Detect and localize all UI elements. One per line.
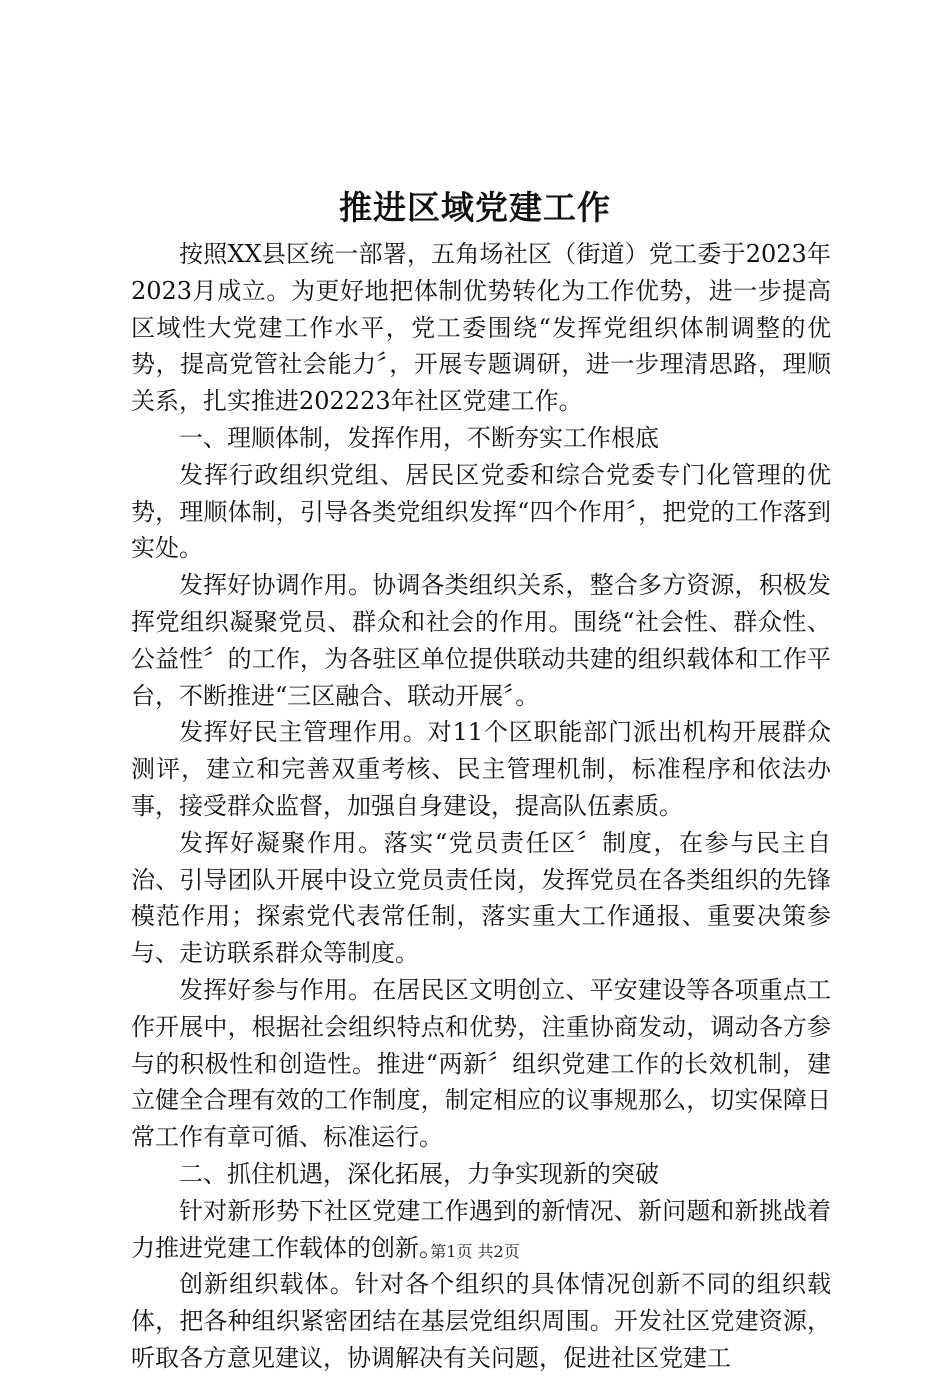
paragraph: 创新组织载体。针对各个组织的具体情况创新不同的组织载体，把各种组织紧密团结在基层党组织周围。开发社区党建资源，听取各方意见建议，协调解决有关问题，促进社区党建工 bbox=[131, 1270, 831, 1372]
paragraph-intro: 按照XX县区统一部署，五角场社区（街道）党工委于2023年2023月成立。为更好地把体制优势转化为工作优势，进一步提高区域性大党建工作水平，党工委围绕“发挥党组织体制调整的优势，提高党管社会能力〞，开展专题调研，进一步理清思路，理顺关系，扎实推进202223年社区党建工作。 bbox=[131, 240, 831, 416]
paragraph: 发挥好参与作用。在居民区文明创立、平安建设等各项重点工作开展中，根据社会组织特点和优势，注重协商发动，调动各方参与的积极性和创造性。推进“两新〞组织党建工作的长效机制，建立健全合理有效的工作制度，制定相应的议事规那么，切实保障日常工作有章可循、标准运行。 bbox=[131, 975, 831, 1152]
paragraph: 发挥好民主管理作用。对11个区职能部门派出机构开展群众测评，建立和完善双重考核、民主管理机制，标准程序和依法办事，接受群众监督，加强自身建设，提高队伍素质。 bbox=[131, 718, 831, 820]
page-number-footer: 第1页 共2页 bbox=[430, 1242, 520, 1261]
document-body bbox=[131, 236, 831, 1377]
paragraph: 针对新形势下社区党建工作遇到的新情况、新问题和新挑战着力推进党建工作载体的创新。 bbox=[131, 1196, 831, 1262]
document-title: 推进区域党建工作 bbox=[339, 188, 611, 227]
paragraph: 发挥行政组织党组、居民区党委和综合党委专门化管理的优势，理顺体制，引导各类党组织发挥“四个作用〞，把党的工作落到实处。 bbox=[131, 460, 831, 563]
paragraph: 发挥好凝聚作用。落实“党员责任区〞制度，在参与民主自治、引导团队开展中设立党员责任岗，发挥党员在各类组织的先锋模范作用；探索党代表常任制，落实重大工作通报、重要决策参与、走访联系群众等制度。 bbox=[131, 828, 831, 968]
section-heading-2: 二、抓住机遇，深化拓展，力争实现新的突破 bbox=[179, 1159, 659, 1188]
section-heading-1: 一、理顺体制，发挥作用，不断夯实工作根底 bbox=[179, 423, 659, 452]
paragraph: 发挥好协调作用。协调各类组织关系，整合多方资源，积极发挥党组织凝聚党员、群众和社会的作用。围绕“社会性、群众性、公益性〞的工作，为各驻区单位提供联动共建的组织载体和工作平台，不断推进“三区融合、联动开展〞。 bbox=[131, 571, 831, 710]
